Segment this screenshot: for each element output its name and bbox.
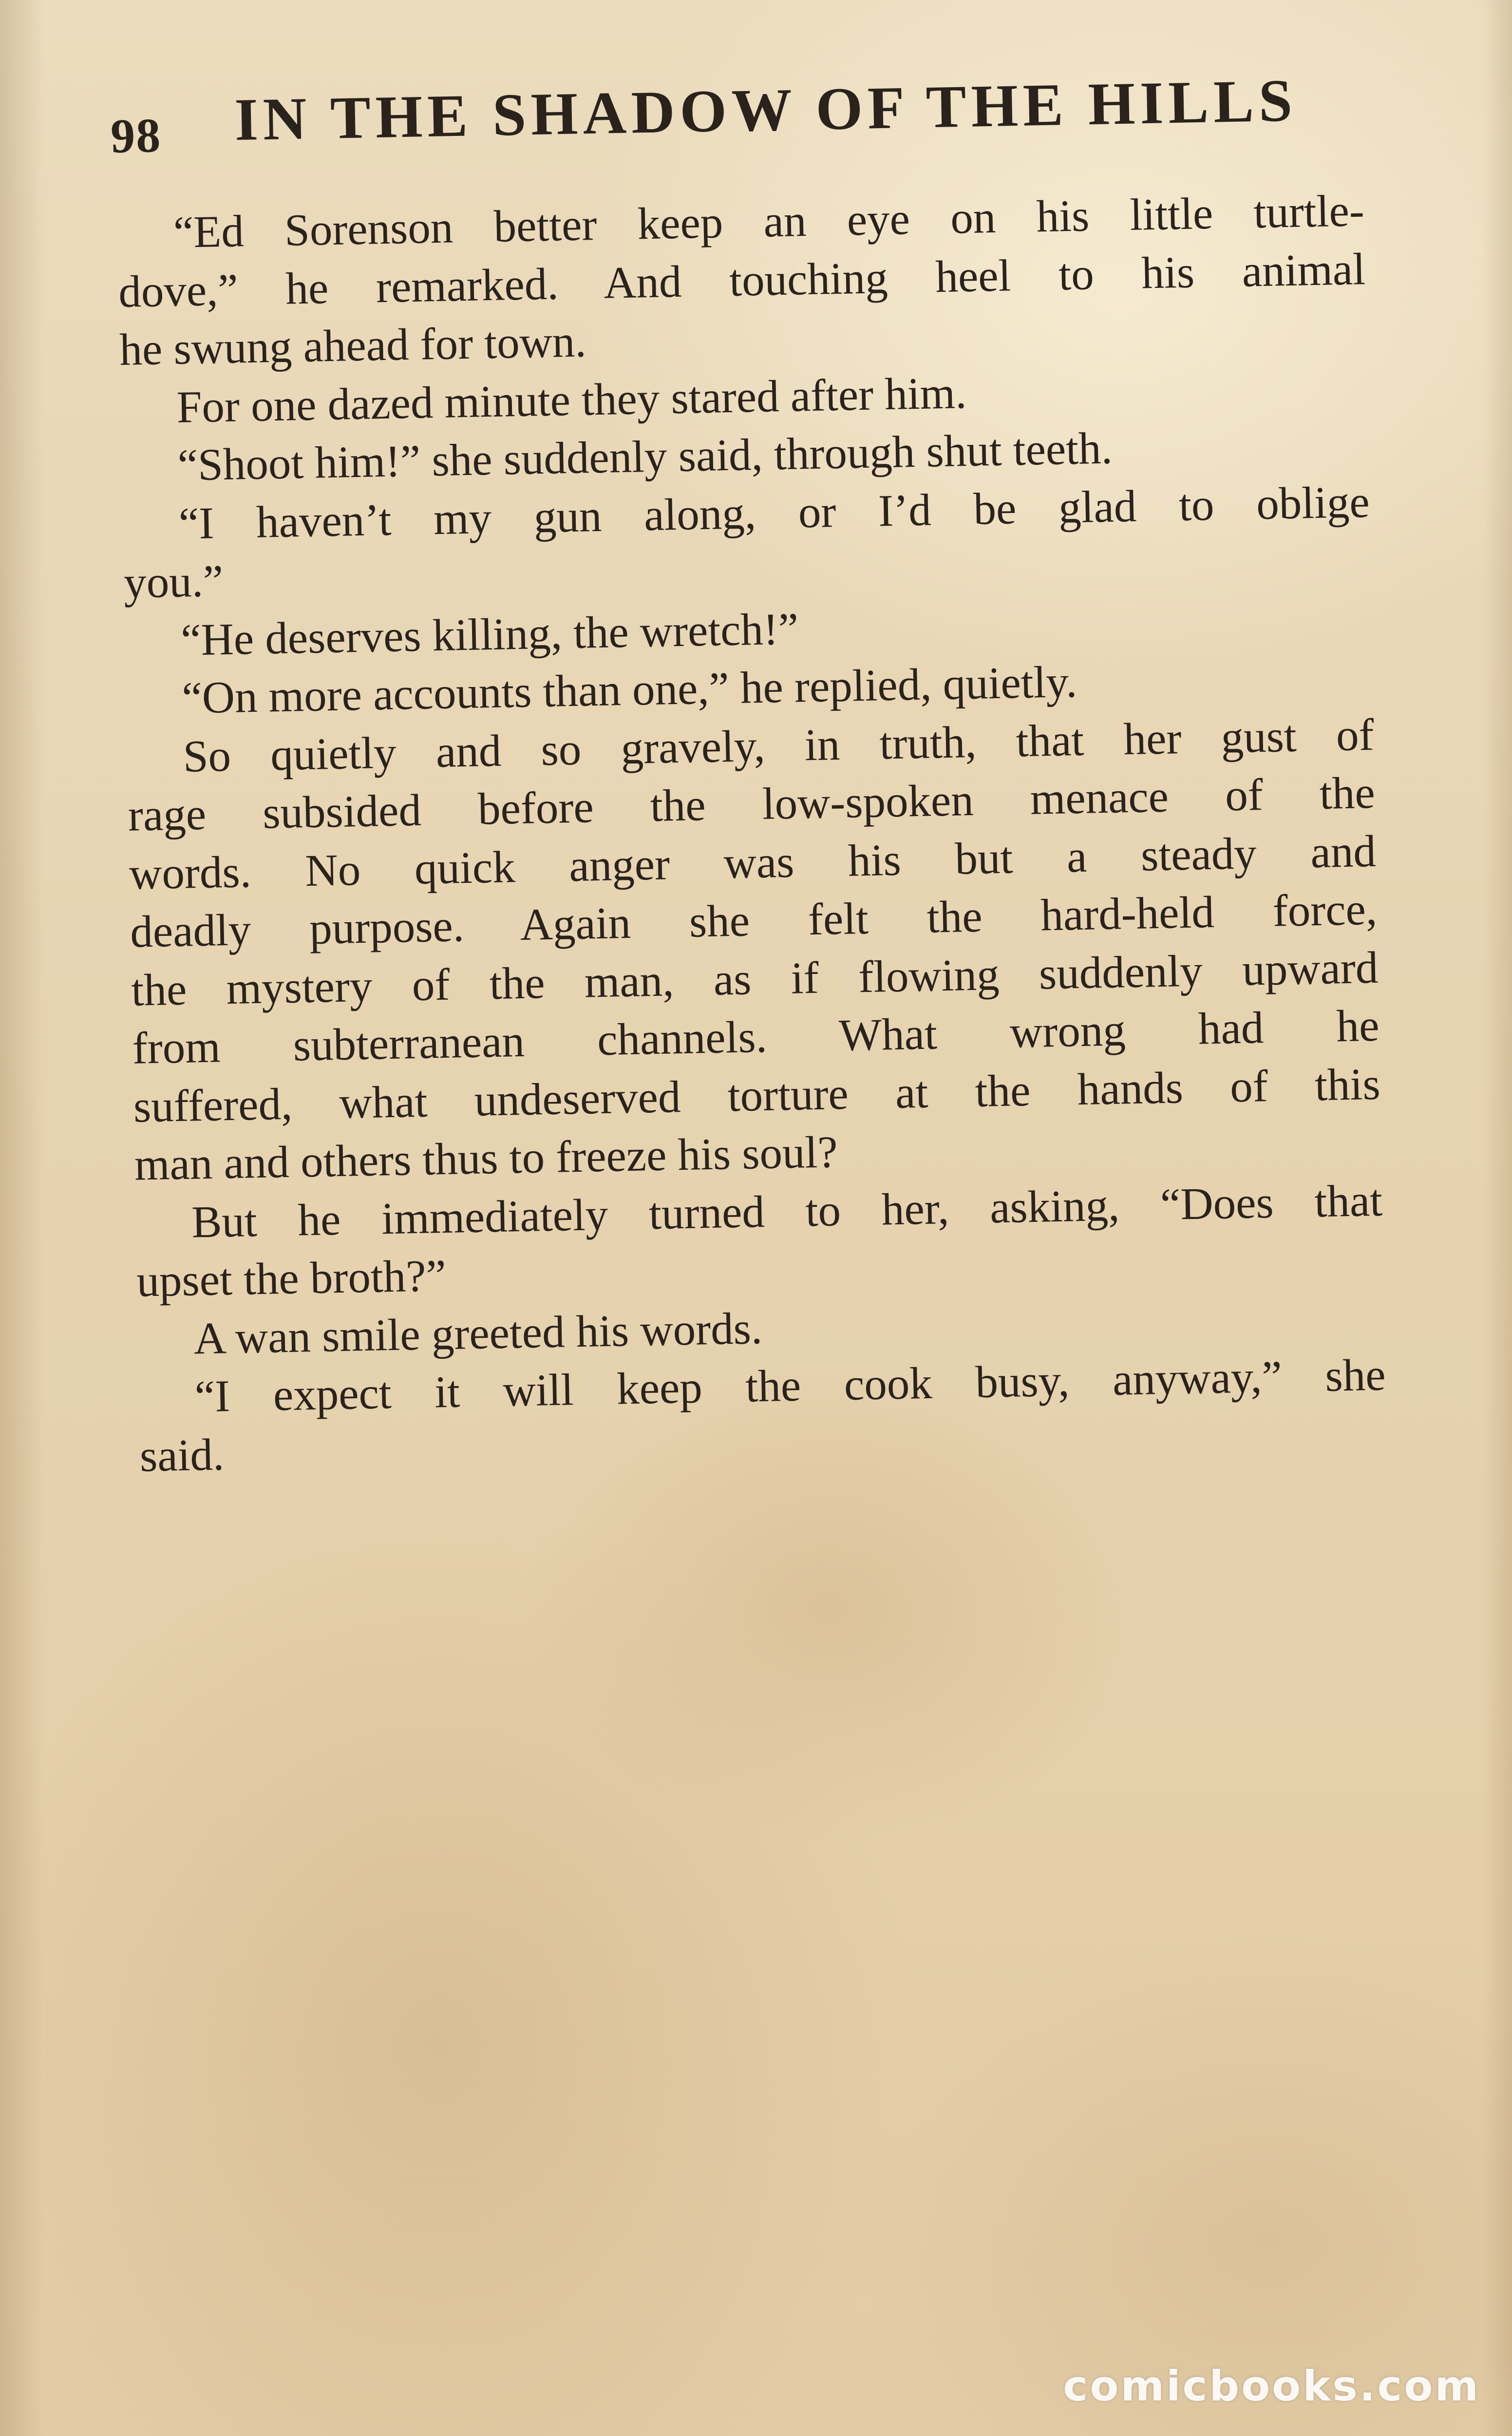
text-line: “I haven’t my gun along, or I’d be glad to oblige — [178, 476, 1370, 549]
text-line: deadly purpose. Again she felt the hard-held force, — [130, 884, 1378, 957]
text-line: “Ed Sorenson better keep an eye on his little turtle- — [173, 186, 1365, 258]
text-line: But he immediately turned to her, asking, “Does that — [191, 1175, 1383, 1248]
text-line: said. — [139, 1429, 225, 1482]
text-line: dove,” he remarked. And touching heel to his animal — [118, 244, 1366, 317]
text-line: So quietly and so gravely, in truth, that her gust of — [182, 709, 1375, 782]
text-line: you.” — [123, 556, 224, 608]
text-line: “I expect it will keep the cook busy, anyway,” she — [194, 1350, 1386, 1422]
text-line: the mystery of the man, as if flowing suddenly upward — [131, 942, 1379, 1016]
body-text — [117, 182, 1387, 1485]
text-line: For one dazed minute they stared after him. — [176, 367, 967, 433]
text-line: man and others thus to freeze his soul? — [134, 1127, 838, 1190]
book-title: IN THE SHADOW OF THE HILLS — [234, 67, 1298, 153]
text-line: A wan smile greeted his words. — [193, 1303, 763, 1364]
text-line: “He deserves killing, the wretch!” — [180, 604, 799, 666]
text-line: rage subsided before the low-spoken menace of the — [128, 767, 1376, 841]
text-line: “Shoot him!” she suddenly said, through shut teeth. — [177, 423, 1113, 491]
text-line: “On more accounts than one,” he replied, quietly. — [181, 657, 1078, 723]
text-line: words. No quick anger was his but a steady and — [129, 826, 1377, 899]
watermark: comicbooks.com — [1063, 2362, 1480, 2411]
text-line: suffered, what undeserved torture at the hands of this — [132, 1059, 1381, 1132]
text-line: he swung ahead for town. — [119, 316, 587, 375]
text-line: from subterranean channels. What wrong had he — [132, 1000, 1380, 1074]
running-head — [110, 55, 1348, 161]
text-line: upset the broth?” — [136, 1250, 447, 1307]
page-number: 98 — [110, 108, 162, 163]
